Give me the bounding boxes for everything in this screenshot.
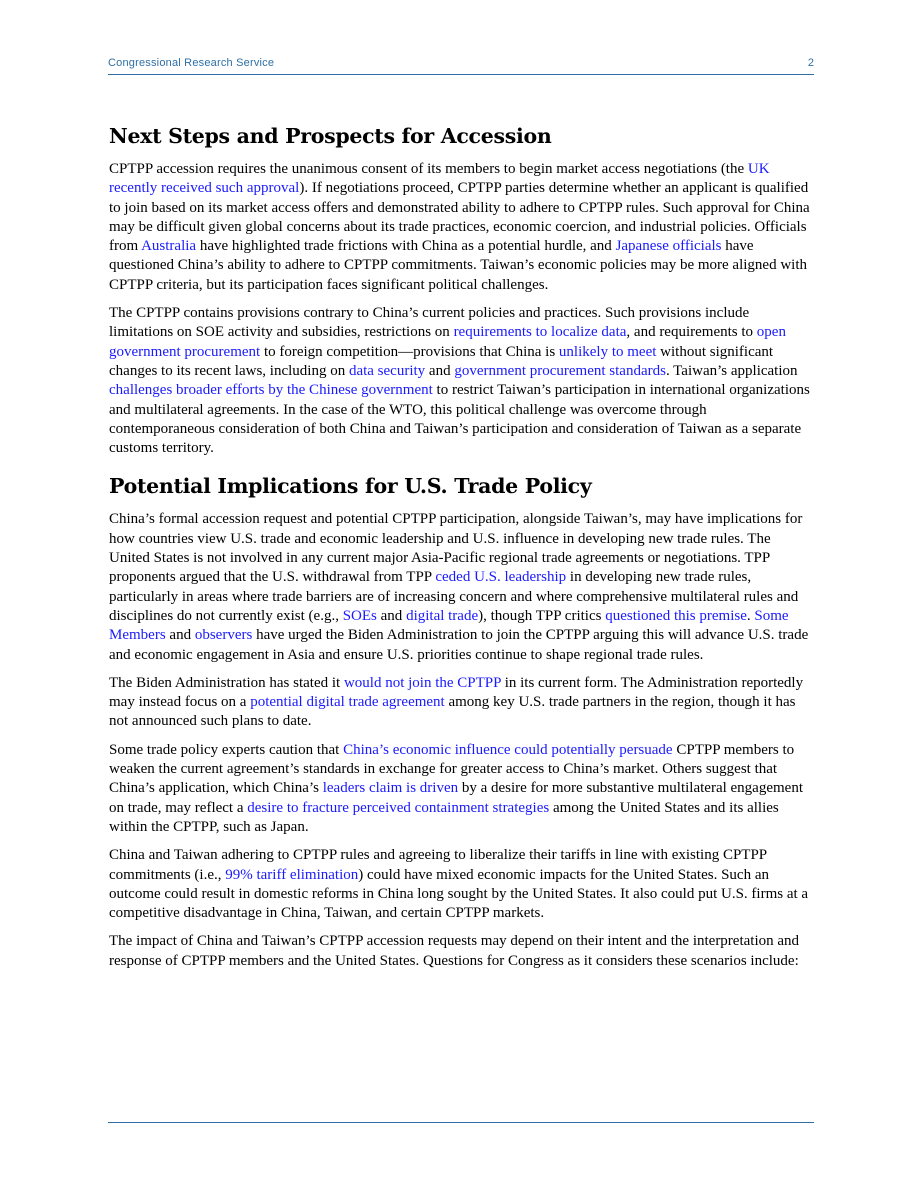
section-heading-accession: Next Steps and Prospects for Accession bbox=[109, 124, 552, 148]
hyperlink[interactable]: government procurement standards bbox=[454, 362, 666, 379]
paragraph bbox=[109, 741, 815, 837]
text-run: to restrict Taiwan’s participation in international organizations and multilateral agreements. In the case of the WTO, this political challenge was overcome through contemporaneous consideration of both China and Taiwan’s participation and consideration of Taiwan as a separate customs territory. bbox=[109, 382, 810, 457]
text-run: by a desire for more substantive multilateral engagement on trade, may reflect a bbox=[109, 780, 803, 816]
text-run: among the United States and its allies within the CPTPP, such as Japan. bbox=[109, 799, 779, 835]
text-run: ), though TPP critics bbox=[478, 607, 606, 624]
section-heading-implications: Potential Implications for U.S. Trade Policy bbox=[109, 474, 592, 499]
paragraph bbox=[109, 304, 815, 458]
hyperlink[interactable]: would not join the CPTPP bbox=[343, 674, 501, 691]
text-run: The Biden Administration has stated it bbox=[109, 674, 344, 691]
hyperlink[interactable]: data security bbox=[348, 362, 426, 379]
page-number: 2 bbox=[807, 57, 814, 69]
hyperlink[interactable]: challenges broader efforts by the Chinese government bbox=[109, 382, 433, 399]
hyperlink[interactable]: Some Members bbox=[109, 607, 789, 644]
hyperlink[interactable]: China’s economic influence could potentially persuade bbox=[343, 741, 673, 758]
paragraph bbox=[109, 674, 815, 732]
text-run: have questioned China’s ability to adhere to CPTPP commitments. Taiwan’s economic policies may be more aligned with CPTPP criteria, but its participation faces significant political challenges. bbox=[109, 238, 807, 293]
hyperlink[interactable]: leaders claim is driven bbox=[322, 780, 459, 797]
hyperlink[interactable]: ceded U.S. leadership bbox=[435, 569, 567, 586]
text-run: in its current form. The Administration reportedly may instead focus on a bbox=[109, 674, 804, 711]
text-run: have highlighted trade frictions with China as a potential hurdle, and bbox=[196, 238, 616, 255]
paragraph bbox=[109, 932, 815, 971]
paragraph bbox=[109, 510, 815, 664]
text-run: and bbox=[165, 627, 195, 644]
footer-rule bbox=[108, 1122, 814, 1123]
text-run: China and Taiwan adhering to CPTPP rules and agreeing to liberalize their tariffs in line with existing CPTPP commitments (i.e., bbox=[109, 847, 767, 883]
text-run: CPTPP accession requires the unanimous consent of its members to begin market access negotiations (the bbox=[109, 161, 748, 177]
text-run: among key U.S. trade partners in the region, though it has not announced such plans to date. bbox=[109, 694, 796, 730]
text-run: ). If negotiations proceed, CPTPP parties determine whether an applicant is qualified to join based on its market access offers and demonstrated ability to adhere to CPTPP rules. Such approval for China may be difficult given global concerns about its trade practices, economic coercion, and industrial policies. Officials from bbox=[109, 180, 810, 255]
hyperlink[interactable]: potential digital trade agreement bbox=[250, 694, 445, 711]
hyperlink[interactable]: desire to fracture perceived containment strategies bbox=[247, 799, 550, 816]
text-run: China’s formal accession request and potential CPTPP participation, alongside Taiwan’s, may have implications for how countries view U.S. trade and economic leadership and U.S. influence in developing new trade rules. The United States is not involved in any current major Asia-Pacific regional trade agreements or negotiations. TPP proponents argued that the U.S. withdrawal from TPP bbox=[109, 511, 803, 586]
hyperlink[interactable]: questioned this premise bbox=[605, 607, 747, 624]
hyperlink[interactable]: open government procurement bbox=[109, 324, 786, 360]
text-run: to foreign competition—provisions that China is bbox=[260, 343, 559, 360]
document-body bbox=[109, 122, 815, 980]
paragraph bbox=[109, 160, 815, 295]
text-run: Some trade policy experts caution that bbox=[109, 741, 344, 758]
hyperlink[interactable]: UK recently received such approval bbox=[109, 161, 770, 197]
hyperlink[interactable]: unlikely to meet bbox=[558, 343, 657, 360]
text-run: The impact of China and Taiwan’s CPTPP accession requests may depend on their intent and the interpretation and response of CPTPP members and the United States. Questions for Congress as it considers these scenarios include: bbox=[109, 933, 800, 969]
hyperlink[interactable]: Australia bbox=[141, 238, 197, 255]
text-run: ) could have mixed economic impacts for the United States. Such an outcome could result in domestic reforms in China long sought by the United States. It also could put U.S. firms at a competitive disadvantage in China, Taiwan, and certain CPTPP markets. bbox=[109, 866, 809, 922]
text-run: . bbox=[746, 607, 755, 624]
text-run: and bbox=[376, 607, 407, 624]
text-run: CPTPP members to weaken the current agreement’s standards in exchange for greater access to China’s market. Others suggest that China’s application, which China’s bbox=[109, 741, 795, 797]
text-run: The CPTPP contains provisions contrary to China’s current policies and practices. Such provisions include limitations on SOE activity and subsidies, restrictions on bbox=[109, 305, 750, 341]
paragraph bbox=[109, 846, 815, 923]
page-header bbox=[108, 56, 814, 75]
text-run: , and requirements to bbox=[626, 324, 757, 341]
hyperlink[interactable]: requirements to localize data bbox=[453, 324, 627, 341]
header-org-name: Congressional Research Service bbox=[108, 57, 275, 69]
text-run: without significant changes to its recent laws, including on bbox=[109, 343, 774, 379]
hyperlink[interactable]: observers bbox=[194, 627, 253, 644]
hyperlink[interactable]: SOEs bbox=[342, 607, 377, 624]
hyperlink[interactable]: 99% tariff elimination bbox=[225, 866, 359, 883]
text-run: . Taiwan’s application bbox=[665, 362, 798, 379]
hyperlink[interactable]: digital trade bbox=[406, 607, 479, 624]
text-run: and bbox=[425, 362, 455, 379]
text-run: have urged the Biden Administration to join the CPTPP arguing this will advance U.S. trade and economic engagement in Asia and ensure U.S. priorities continue to shape regional trade rules. bbox=[109, 627, 809, 663]
text-run: in developing new trade rules, particularly in areas where trade barriers are of increasing concern and where comprehensive multilateral rules and disciplines do not currently exist (e.g., bbox=[109, 569, 799, 624]
hyperlink[interactable]: Japanese officials bbox=[615, 238, 722, 255]
